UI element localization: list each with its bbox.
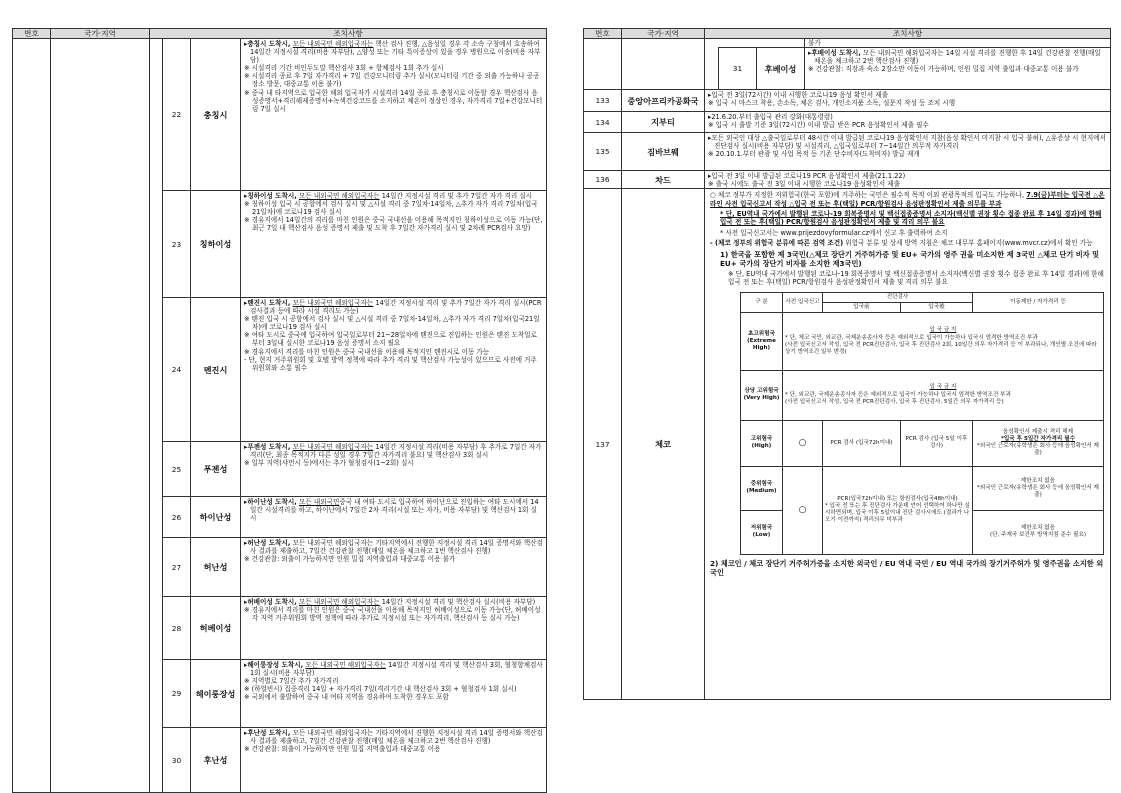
measure-line bbox=[244, 40, 543, 64]
sub-region: 후난성 bbox=[191, 728, 241, 793]
czech-text: ○ 체코 정부가 지정한 저위험국(한국 포함)에 거주하는 국민은 필수적 목적 이외 관광목적의 입국도 가능하나, bbox=[710, 191, 1027, 200]
r5-r2: (단, 주재국 보건부 방역지침 준수 필요) bbox=[989, 532, 1087, 539]
r4-test bbox=[823, 466, 973, 554]
measure-text: 모든 내외국민 해외입국자는 14일 시설 격리를 진행한 후 14일 건강관찰 진행(매일 체온을 체크하고 2번 핵산검사 진행) bbox=[814, 49, 1101, 66]
measure-content bbox=[241, 660, 547, 728]
measure-text: 핵산 검사 진행, △음성일 경우 각 소속 구청에서 호송하여 14일간 지정시설 격리(비용 자부담), △양성 또는 기타 특이증상이 있을 경우 병원으로 이송(비용 자부담) bbox=[250, 40, 541, 65]
row-num: 133 bbox=[584, 90, 622, 112]
row-region: 중앙아프리카공화국 bbox=[622, 90, 705, 112]
measure-text: ※ 칭하이성 입국 시 공항에서 검사 실시 및 △시설 격리 중 7일차·14일차, △추가 자가 격리 7일차(입국21일차)에 코로나19 검사 실시 bbox=[244, 200, 538, 217]
measure-line bbox=[808, 49, 1107, 65]
measure-text: ※ 건강관찰: 직장과 숙소 2장소만 이동이 가능하며, 인원 밀집 지역 출입과 대중교통 이용 불가 bbox=[808, 65, 1079, 74]
measure-text: 14일간 지정시설 격리 및 핵산검사 3회, 혈청항체검사 1회 실시(비용 자부담) bbox=[250, 661, 543, 678]
arrow-icon: ▸ bbox=[244, 443, 248, 451]
header-measures: 조치사항 bbox=[705, 29, 1111, 39]
row-region: 짐바브웨 bbox=[622, 133, 705, 171]
measure-bold: 허베이성 도착시, bbox=[247, 598, 299, 606]
sub-num-31: 31 bbox=[719, 48, 757, 90]
measure-line bbox=[244, 443, 543, 459]
measure-text: 여타 도시에서 14일간 시설격리를 하고, 하이난에서 7일간 2차 격리(시설 또는 자가, 비용 자부담) 및 핵산검사 1회 실시 bbox=[250, 498, 539, 523]
measure-line bbox=[244, 216, 543, 232]
measure-text: 모든 외국인 대상 △출국일로부터 48시간 이내 발급된 코로나19 음성확인서 지참(음성 확인서 미지참 시 입국 불허), △유증상 시 현지에서 진단검사 실시(비용 자부담) 및 시설격리, △입국일로부터 7~14일간 의무적 자가격리 bbox=[711, 134, 1106, 151]
czech-content bbox=[705, 189, 1111, 700]
header-measures: 조치사항 bbox=[150, 29, 547, 39]
measure-text: ※ 일부 지역(샤먼시 등)에서는 추가 혈청검사(1~2회) 실시 bbox=[244, 459, 414, 468]
czech-p4 bbox=[710, 239, 1106, 247]
th-restrict: 이동제한 / 자가격리 등 bbox=[973, 292, 1104, 312]
measure-content bbox=[705, 133, 1111, 171]
measure-text: - 단, 현지 거주위원회 및 호텔 방역 정책에 따라 추가 격리 및 핵산검사 가능성이 있으므로 사전에 거주위원회와 소통 필수 bbox=[244, 355, 537, 372]
measure-bold: 후베이성 도착시, bbox=[811, 49, 863, 58]
measure-underline: 모든 내외국민 해외입국자는 bbox=[299, 192, 380, 200]
measure-text: ※ 출국 시에도 출국 전 3일 이내 시행한 코로나19 음성확인서 제출 bbox=[708, 180, 900, 189]
arrow-icon: ▸ bbox=[244, 498, 248, 506]
measure-text: 중국 내 여타 도시로 입국하여 하이난으로 진입하는 bbox=[339, 498, 488, 506]
row-region-empty bbox=[51, 39, 150, 793]
measure-content bbox=[705, 112, 1111, 133]
measure-text: 모든 내외국민 해외입국자는 기타지역에서 진행한 지정시설 격리 14일 증명서와 핵산검사 결과를 제출하고, 7일간 건강관찰 진행(매일 체온을 체크하고 1번 핵산검사 진행) bbox=[250, 539, 543, 556]
header-country: 국가·지역 bbox=[51, 29, 150, 39]
row-31-top: 불가 bbox=[805, 39, 1111, 48]
sub-num: 25 bbox=[163, 442, 191, 497]
arrow-icon: ▸ bbox=[244, 192, 248, 200]
sub-num: 22 bbox=[163, 39, 191, 191]
measure-line bbox=[708, 99, 1107, 107]
measure-underline: 모든 내외국민 해외입국자는 bbox=[292, 40, 374, 48]
measure-content bbox=[241, 442, 547, 497]
r4-test1: PCR(입국72h이내) 또는 항원검사(입국48h이내) bbox=[837, 496, 958, 503]
th-before: 입국前 bbox=[823, 302, 901, 312]
arrow-icon: ▸ bbox=[708, 172, 712, 180]
header-no: 번호 bbox=[13, 29, 51, 39]
measure-text: ※ 여타 도시로 중국에 입국하여 입국일로부터 21~28일차에 톈진으로 진입하는 인원은 톈진 도착일로부터 3일내 실시한 코로나19 음성 증명서 소지 필요 bbox=[244, 331, 537, 348]
measure-text: ※ 지역별로 7일간 추가 자가격리 bbox=[244, 677, 339, 686]
sub-num: 27 bbox=[163, 538, 191, 597]
arrow-icon: ▸ bbox=[244, 40, 248, 48]
measure-line bbox=[244, 331, 543, 347]
measure-content bbox=[241, 728, 547, 793]
measure-bold: 칭하이성 도착시, bbox=[247, 192, 299, 200]
measure-line bbox=[244, 348, 543, 356]
row-num: 136 bbox=[584, 171, 622, 189]
czech-p1 bbox=[710, 191, 1106, 208]
row-num: 135 bbox=[584, 133, 622, 171]
czech-p6: ※ 단, EU역내 국가에서 발행된 코로나-19 회복증명서 및 백신접종증명서 소지자(백신별 권장 횟수 접종 완료 후 14일 경과)에 한해 입국 전 또는 후(택일) PCR/항원검사 음성판정확인서 제출 및 격리 의무 불요 bbox=[728, 270, 1104, 287]
measure-text: ※ 경유지에서 14일간의 격리를 마친 인원은 중국 국내선을 이용해 목적지인 칭하이성으로 이동 가능(단, 최근 7일 내 핵산검사 음성 증명서 제출 및 도착 후 7일간 자가격리 실시 및 2차례 PCR검사 요망) bbox=[244, 216, 543, 233]
measure-line bbox=[244, 192, 543, 200]
measure-line bbox=[244, 72, 543, 88]
r1-text2: (사전 입국신고서 작성, 입국 전 PCR진단검사, 입국 후 진단검사 2회, 10일간 의무 자가격리 등 이 부과되나, 개인별 조건에 따라 상기 방역조건 일부 변경) bbox=[785, 341, 1097, 355]
measure-text: 21.6.20.부터 출입국 관리 강화(대통령령) bbox=[711, 113, 833, 121]
quarantine-table bbox=[740, 292, 1104, 555]
measure-line bbox=[244, 539, 543, 555]
table-row-czech bbox=[584, 189, 1111, 700]
measure-text: ※ 경유지에서 격리를 마친 인원은 중국 국내선을 이용해 목적지인 톈진시로 이동 가능 bbox=[244, 347, 490, 356]
r3-restrict bbox=[973, 420, 1104, 466]
r3-r2: *입국 후 5일간 자가격리 필수 bbox=[1000, 436, 1076, 443]
measure-line bbox=[244, 315, 543, 331]
r3-level: 고위험국 (High) bbox=[741, 420, 783, 466]
arrow-icon: ▸ bbox=[244, 299, 248, 307]
r1-level: 초고위험국 (Extreme High) bbox=[741, 312, 783, 370]
measure-line bbox=[708, 150, 1107, 158]
table-row bbox=[13, 39, 547, 191]
measure-text: 14일간 지정시설 격리 및 추가 7일간 자가 격리 실시 bbox=[379, 192, 533, 200]
r4-test2: * 입국 전 또는 후 진단검사 가운데 언어 선택하여 하나만 실시하면되며, 입국 이후 5일이내 진단 검사시에도 (결과가 나오기 이전까지) 격리의무 미부과 bbox=[825, 503, 970, 524]
measure-line bbox=[708, 172, 1107, 180]
header-no: 번호 bbox=[584, 29, 622, 39]
measures-table-left bbox=[12, 28, 547, 793]
sub-region: 푸젠성 bbox=[191, 442, 241, 497]
measure-line bbox=[244, 89, 543, 113]
sub-region: 톈진시 bbox=[191, 298, 241, 442]
r4-level: 중위험국 (Medium) bbox=[741, 466, 783, 510]
right-page bbox=[583, 28, 1111, 700]
measure-text: ※ 입국 시 출발 기준 3일(72시간) 이내 발급 받은 PCR 음성확인서 제출 필수 bbox=[708, 121, 929, 130]
measure-content bbox=[241, 191, 547, 298]
sub-region: 허난성 bbox=[191, 538, 241, 597]
r3-mark: ○ bbox=[783, 420, 823, 466]
measure-text: 입국 전 3일(72시간) 이내 시행한 코로나19 음성 확인서 제출 bbox=[711, 91, 888, 99]
measure-bold: 후난성 도착시, bbox=[247, 729, 293, 737]
measure-bold: 하이난성 도착시, bbox=[247, 498, 299, 506]
row-num-empty bbox=[13, 39, 51, 793]
measure-line bbox=[244, 459, 543, 467]
arrow-icon: ▸ bbox=[244, 729, 248, 737]
r2-body bbox=[783, 370, 1104, 420]
r1-title: 입 국 금 지 bbox=[929, 326, 957, 333]
measure-bold: 허난성 도착시, bbox=[247, 539, 293, 547]
arrow-icon: ▸ bbox=[708, 134, 712, 142]
row-region: 지부티 bbox=[622, 112, 705, 133]
measure-content bbox=[241, 597, 547, 660]
sub-num: 26 bbox=[163, 497, 191, 538]
measure-line bbox=[708, 113, 1107, 121]
r4-r2: *외국인 근로자(유학생은 회사 등에 음성확인서 제출) bbox=[977, 484, 1099, 498]
measure-line bbox=[244, 299, 543, 315]
measure-text: 입국 전 3일 이내 발급된 코로나19 PCR 음성확인서 제출(21.1.22) bbox=[711, 172, 906, 180]
measure-underline: 모든 내외국민 bbox=[299, 498, 340, 506]
r3-after: PCR 검사 (입국 5일 이후 검사) bbox=[901, 420, 973, 466]
measure-content bbox=[705, 171, 1111, 189]
r4-r1: 제한조치 없음 bbox=[1020, 477, 1056, 484]
measure-text: ※ 20.10.1.부터 관광 및 사업 목적 등 기존 단수비자(도착비자) 발급 재개 bbox=[708, 150, 920, 159]
th-test: 진단검사 bbox=[823, 292, 973, 302]
sub-region: 칭하이성 bbox=[191, 191, 241, 298]
czech-bold: 7.9(금)부터는 입국전 △온라인 사전 입국신고서 작성 △입국 전 또는 후(택일) PCR/항원검사 음성판정확인서 제출 의무를 부과 bbox=[710, 191, 1105, 208]
czech-p3: * 사전 입국신고서는 www.prijezdovyformular.cz에서 신고 후 출력하여 소지 bbox=[720, 228, 948, 237]
measure-text: ※ 톈진 입국 시 공항에서 검사 실시 및 △시설 격리 중 7일차·14일차, △추가 자가 격리 7일차(입국21일차)에 코로나19 검사 실시 bbox=[244, 315, 540, 332]
r2-title: 입 국 금 지 bbox=[929, 384, 957, 391]
sub-num: 29 bbox=[163, 660, 191, 728]
r3-before: PCR 검사 (입국72h이내) bbox=[823, 420, 901, 466]
measure-underline: 모든 내외국민 해외입국자는 bbox=[292, 443, 374, 451]
r1-body bbox=[783, 312, 1104, 370]
header-country: 국가·지역 bbox=[622, 29, 705, 39]
measure-bold: 푸젠성 도착시, bbox=[247, 443, 293, 451]
row-region-empty bbox=[622, 39, 705, 90]
measure-text: ※ 건강관찰: 외출이 가능하지만 인원 밀집 지역출입과 대중교통 이용 bbox=[244, 745, 441, 754]
measure-line bbox=[708, 134, 1107, 150]
r4-mark: ○ bbox=[783, 466, 823, 554]
table-header bbox=[13, 29, 547, 39]
sub-num: 30 bbox=[163, 728, 191, 793]
arrow-icon: ▸ bbox=[708, 113, 712, 121]
measure-bold: 헤이룽장성 도착시, bbox=[247, 661, 306, 669]
r3-r1: 음성확인서 제출시 격리 해제 bbox=[1002, 429, 1074, 436]
r3-r3: *외국인 근로자(유학생은 회사 등에 음성확인서 제출) bbox=[977, 443, 1099, 457]
measure-line bbox=[244, 745, 543, 753]
measure-line bbox=[244, 606, 543, 622]
measure-text: ※ (하얼빈시) 집중격리 14일 + 자가격리 7일(격리기간 내 핵산검사 3회 + 혈청검사 1회 실시) bbox=[244, 685, 517, 694]
row-31-content bbox=[805, 48, 1111, 90]
measure-text: ※ 국외에서 출발하여 중국 내 여타 지역을 경유하여 도착한 경우도 포함 bbox=[244, 693, 449, 702]
measure-line bbox=[244, 661, 543, 677]
spacer-cell bbox=[150, 39, 163, 793]
measure-text: ※ 중국 내 타지역으로 입국한 해외 입국자가 시설격리 14일 종료 후 충칭시로 이동할 경우 핵산검사 음성증명서+격리해제증명서+녹색건강코드를 소지하고 체온이 정상인 경우, 자가격리 7일+건강모니터링 7일 실시 bbox=[244, 88, 543, 113]
r2-level: 상당 고위험국 (Very High) bbox=[741, 370, 783, 420]
table-row bbox=[584, 112, 1111, 133]
r5-restrict bbox=[973, 510, 1104, 554]
measure-text: 14일간 지정시설 격리 및 추가 7일간 자가 격리 실시(PCR 검사결과 등에 따라 시설 격리도 가능) bbox=[250, 299, 542, 316]
row-num-empty bbox=[584, 39, 622, 90]
measure-bold: 톈진시 도착시, bbox=[247, 299, 293, 307]
arrow-icon: ▸ bbox=[244, 539, 248, 547]
table-row-china-cont bbox=[584, 39, 1111, 48]
r1-text1: * 단, 체코 국민, 외교관, 국제운송종사자 등은 예외적으로 입국이 가능하나 입국시 엄격한 방역조건 부과 bbox=[785, 334, 1038, 341]
r2-text2: (사전 입국신고서 작성, 입국 전 PCR진단검사, 입국 후 진단검사, 5일간 의무 자가격리 등) bbox=[785, 399, 1004, 406]
measure-underline: 모든 내외국민 해외입국자는 bbox=[299, 598, 380, 606]
measure-underline: 모든 내외국민 해외입국자는 bbox=[292, 299, 374, 307]
arrow-icon: ▸ bbox=[244, 661, 248, 669]
measures-table-right bbox=[583, 28, 1111, 700]
row-num: 137 bbox=[584, 189, 622, 700]
measure-line bbox=[244, 200, 543, 216]
measure-text: ※ 입국 시 마스크 착용, 손소독, 체온 검사, 개인소지품 소독, 설문지 작성 등 조치 시행 bbox=[708, 99, 956, 108]
measure-line bbox=[708, 121, 1107, 129]
measure-line bbox=[244, 729, 543, 745]
r5-r1: 제한조치 없음 bbox=[1020, 525, 1056, 532]
sub-region-31: 후베이성 bbox=[757, 48, 805, 90]
measure-line bbox=[808, 65, 1107, 73]
row-region: 차드 bbox=[622, 171, 705, 189]
th-prereg: 사전 입국신고 bbox=[783, 292, 823, 312]
measure-content bbox=[241, 39, 547, 191]
czech-p2: * 단, EU역내 국가에서 발행된 코로나-19 회복증명서 및 백신접종증명서 소지자(백신별 권장 횟수 접종 완료 후 14일 경과)에 한해 입국 전 또는 후(택일) PCR/항원검사 음성판정확인서 제출 및 격리 의무 불요 bbox=[720, 210, 1102, 227]
measure-text: 모든 내외국민 해외입국자는 기타지역에서 진행한 지정시설 격리 14일 증명서와 핵산검사 결과를 제출하고, 7일간 건강관찰 진행(매일 체온을 체크하고 2번 핵산검사 진행) bbox=[250, 729, 543, 746]
table-row bbox=[584, 133, 1111, 171]
measure-content bbox=[241, 298, 547, 442]
sub-region: 허베이성 bbox=[191, 597, 241, 660]
r4-restrict bbox=[973, 466, 1104, 510]
measure-text: ※ 시설격리 기간 비인두도말 핵산검사 3회 + 항체검사 1회 추가 실시 bbox=[244, 64, 444, 73]
measure-line bbox=[244, 598, 543, 606]
r2-text1: * 단, 외교관, 국제운송종사자 등은 예외적으로 입국이 가능하나 입국시 엄격한 방역조건 부과 bbox=[785, 392, 1011, 399]
table-row bbox=[584, 90, 1111, 112]
measure-line bbox=[244, 498, 543, 522]
measure-line bbox=[244, 693, 543, 701]
measure-text: ※ 건강관찰: 외출이 가능하지만 인원 밀집 지역출입과 대중교통 이용 불가 bbox=[244, 555, 456, 564]
measure-content bbox=[241, 497, 547, 538]
measure-content bbox=[241, 538, 547, 597]
row-num: 134 bbox=[584, 112, 622, 133]
table-row bbox=[584, 171, 1111, 189]
arrow-icon: ▸ bbox=[244, 598, 248, 606]
sub-region: 하이난성 bbox=[191, 497, 241, 538]
sub-region: 헤이룽장성 bbox=[191, 660, 241, 728]
measure-text: ※ 경유지에서 격리를 마친 인원은 중국 국내선을 이용해 목적지인 허베이성으로 이동 가능(단, 허베이성 각 지역 거주위원회 방역 정책에 따라 추가로 지정시설 또는 자가격리, 핵산검사 등 실시 가능) bbox=[244, 606, 541, 623]
measure-line bbox=[708, 180, 1107, 188]
arrow-icon: ▸ bbox=[708, 91, 712, 99]
measure-line bbox=[244, 555, 543, 563]
czech-p5: 1) 한국을 포함한 제 3국민(△체코 장단기 거주허가증 및 EU+ 국가의 영주 권을 미소지한 제 3국민 △체코 단기 비자 및 EU+ 국가의 장단기 비자를 소지한 제3국민) bbox=[720, 249, 1100, 268]
czech-bold: - (체코 정부의 위험국 분류에 따른 검역 조건) bbox=[710, 239, 844, 248]
arrow-icon: ▸ bbox=[808, 49, 812, 58]
czech-p7: 2) 체코인 / 체코 장단기 거주허가증을 소지한 외국인 / EU 역내 국민 / EU 역내 국가의 장기거주허가 및 영주권을 소지한 외국인 bbox=[710, 558, 1104, 578]
sub-region: 충칭시 bbox=[191, 39, 241, 191]
th-after: 입국後 bbox=[901, 302, 973, 312]
measure-underline: 모든 내외국민 해외입국자는 bbox=[305, 661, 387, 669]
r5-level: 저위험국 (Low) bbox=[741, 510, 783, 554]
measure-content bbox=[705, 90, 1111, 112]
sub-num: 23 bbox=[163, 191, 191, 298]
th-gubun: 구 분 bbox=[741, 292, 783, 312]
measure-text: ※ 시설격리 종료 후 7일 자가격리 + 7일 건강모니터링 추가 실시(모니터링 기간 중 외출 가능하나 공공장소 방문, 대중교통 이용 불가) bbox=[244, 72, 540, 89]
measure-text: 14일간 지정시설 격리 및 핵산검사 실시(비용 자부담) bbox=[379, 598, 536, 606]
measure-text: 14일간 지정시설 격리(비용 자부담) 후 추가로 7일간 자가격리(단, 최종 목적지가 다른 성일 경우 7일간 자가격리 불요) 및 핵산검사 3회 실시 bbox=[250, 443, 542, 460]
measure-line bbox=[244, 356, 543, 372]
measure-line bbox=[708, 91, 1107, 99]
czech-text: 위험국 분류 및 상세 방역 지침은 체코 내무부 홈페이지(www.mvcr.cz)에서 확인 가능 bbox=[843, 239, 1093, 248]
row-region: 체코 bbox=[622, 189, 705, 700]
measure-bold: 충칭시 도착시, bbox=[247, 40, 293, 48]
sub-num: 24 bbox=[163, 298, 191, 442]
left-page bbox=[12, 28, 547, 793]
sub-num: 28 bbox=[163, 597, 191, 660]
table-header bbox=[584, 29, 1111, 39]
